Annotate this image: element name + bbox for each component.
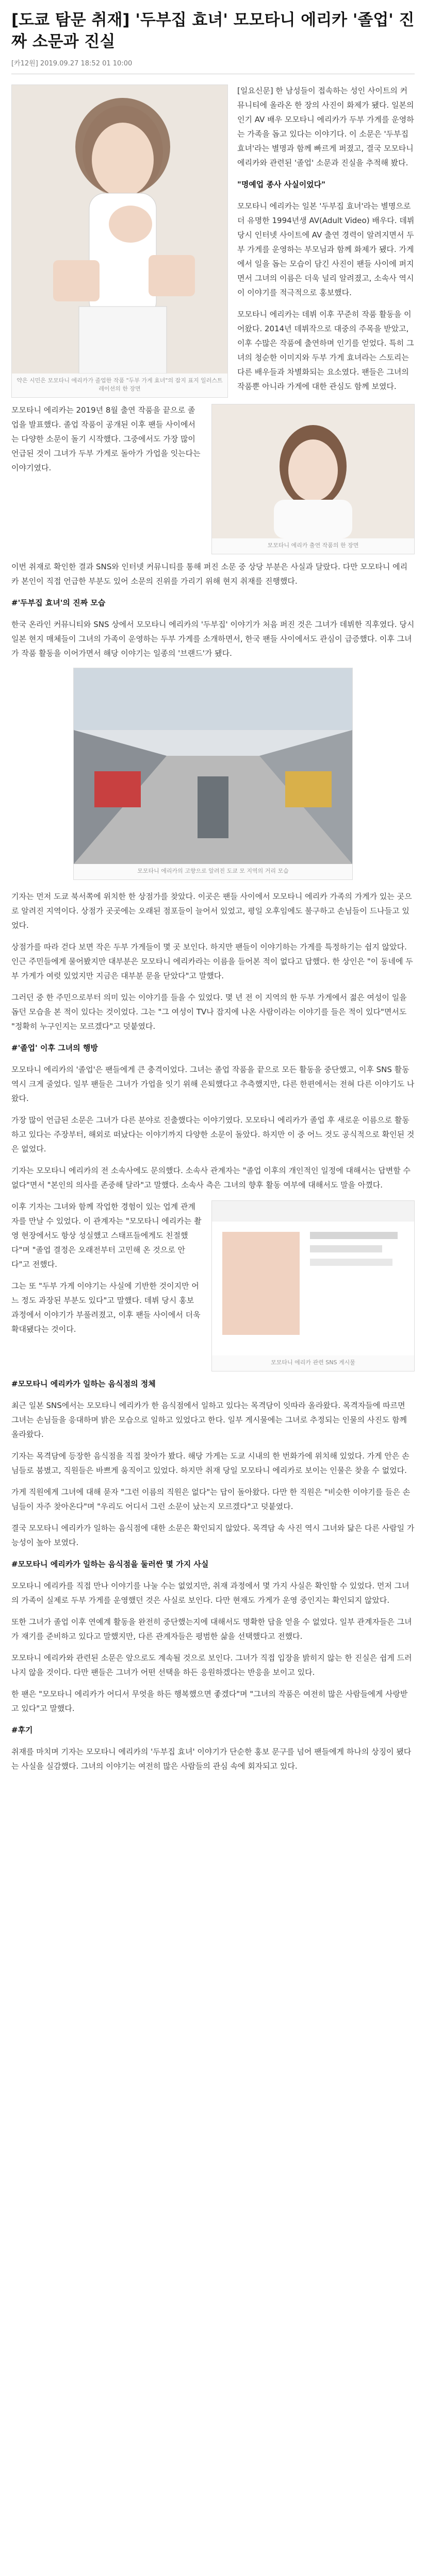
subheading: #'두부집 효녀'의 진짜 모습: [11, 598, 106, 607]
subheading: "명예업 종사 사실이었다": [237, 180, 325, 189]
paragraph: 상점가를 따라 걷다 보면 작은 두부 가게들이 몇 곳 보인다. 하지만 팬들이 이야기하는 가게를 특정하기는 쉽지 않았다. 인근 주민들에게 물어봤지만 대부분은 모모타니 에리카라는 이름을 들어본 적이 없다고 답했다. 한 상인은 "이 동네에 두부 가게가 여럿 있었지만 지금은 대부분 문을 닫았다"고 말했다.: [11, 942, 413, 980]
figure-4: [211, 1200, 415, 1371]
street-photo: [74, 668, 352, 864]
article-header: [0, 0, 426, 74]
subheading: #모모타니 에리카가 일하는 음식점의 정체: [11, 1379, 156, 1388]
paragraph: 그러던 중 한 주민으로부터 의미 있는 이야기를 들을 수 있었다. 몇 년 전 이 지역의 한 두부 가게에서 젊은 여성이 일을 돕던 모습을 본 적이 있다는 것이었다. 그는 "그 여성이 TV나 잡지에 나온 사람이라는 이야기를 들은 적이 있다"면서도 "정확히 누구인지는 모르겠다"고 덧붙였다.: [11, 993, 407, 1031]
paragraph: 한국 온라인 커뮤니티와 SNS 상에서 모모타니 에리카의 '두부집' 이야기가 처음 퍼진 것은 그녀가 데뷔한 직후였다. 당시 일본 현지 매체들이 그녀의 가족이 운영하는 두부 가게를 소개하면서, 한국 팬들 사이에서도 관심이 급증했다. 이후 그녀가 작품 활동을 이어가면서 해당 이야기는 일종의 '브랜드'가 됐다.: [11, 620, 415, 658]
paragraph: 이번 취재로 확인한 결과 SNS와 인터넷 커뮤니티를 통해 퍼진 소문 중 상당 부분은 사실과 달랐다. 다만 모모타니 에리카 본인이 직접 언급한 부분도 있어 소문의 진위를 가리기 위해 현지 취재를 진행했다.: [11, 562, 408, 586]
subheading: #후기: [11, 1725, 33, 1735]
article-body: [0, 74, 426, 1858]
photo-4: [212, 1201, 414, 1355]
paragraph: 모모타니 에리카를 직접 만나 이야기를 나눌 수는 없었지만, 취재 과정에서 몇 가지 사실은 확인할 수 있었다. 먼저 그녀의 가족이 실제로 두부 가게를 운영했던 것은 사실로 보인다. 다만 현재도 가게가 운영 중인지는 확인되지 않았다.: [11, 1581, 409, 1605]
paragraph: 결국 모모타니 에리카가 일하는 음식점에 대한 소문은 확인되지 않았다. 목격담 속 사진 역시 그녀와 닮은 다른 사람일 가능성이 높아 보였다.: [11, 1523, 415, 1547]
photo-3: [74, 668, 352, 864]
paragraph: 최근 일본 SNS에서는 모모타니 에리카가 한 음식점에서 일하고 있다는 목격담이 잇따라 올라왔다. 목격자들에 따르면 그녀는 손님들을 응대하며 밝은 모습으로 일하고 있었다고 한다. 일부 게시물에는 그녀로 추정되는 인물의 사진도 함께 올라왔다.: [11, 1401, 407, 1439]
paragraph: 기자는 목격담에 등장한 음식점을 직접 찾아가 봤다. 해당 가게는 도쿄 시내의 한 번화가에 위치해 있었다. 가게 안은 손님들로 붐볐고, 직원들은 바쁘게 움직이고 있었다. 하지만 취재 당일 모모타니 에리카로 보이는 인물은 찾을 수 없었다.: [11, 1451, 409, 1475]
figure-1-caption: 약은 시민은 모모타니 에리카가 졸업한 작품 "두부 가게 효녀"의 잡지 표지 일러스트레이션의 한 장면: [17, 377, 223, 392]
paragraph: 모모타니 에리카는 일본 '두부집 효녀'라는 별명으로 더 유명한 1994년생 AV(Adult Video) 배우다. 데뷔 당시 인터넷 사이트에 AV 출연 경력이 알려지면서 두부 가게를 운영하는 부모님과 함께 화제가 됐다. 가게에서 일을 돕는 모습이 담긴 사진이 팬들 사이에 퍼지면서 그녀의 이름은 더욱 널리 알려졌고, 소속사 역시 이 이야기를 적극적으로 홍보했다.: [237, 201, 415, 297]
paragraph: 기자는 먼저 도쿄 북서쪽에 위치한 한 상점가를 찾았다. 이곳은 팬들 사이에서 모모타니 에리카 가족의 가게가 있는 곳으로 알려진 지역이다. 상점가 곳곳에는 오래된 점포들이 늘어서 있었고, 평일 오후임에도 불구하고 손님들이 드나들고 있었다.: [11, 892, 412, 930]
portrait-photo: [12, 85, 227, 374]
figure-2: [211, 404, 415, 554]
bottom-spacer: [11, 1781, 415, 1858]
photo-1: [12, 85, 227, 374]
paragraph: [일요신문] 한 남성들이 접속하는 성인 사이트의 커뮤니티에 올라온 한 장의 사진이 화제가 됐다. 일본의 인기 AV 배우 모모타니 에리카가 두부 가게를 운영하는 가족을 돕고 있다는 이야기다. 이 소문은 '두부집 효녀'라는 별명과 함께 빠르게 퍼졌고, 결국 모모타니 에리카와 관련된 '졸업' 소문과 진실을 추적해 봤다.: [237, 86, 414, 167]
paragraph: 한 팬은 "모모타니 에리카가 어디서 무엇을 하든 행복했으면 좋겠다"며 "그녀의 작품은 여전히 많은 사람들에게 사랑받고 있다"고 말했다.: [11, 1689, 408, 1713]
figure-3-caption: 모모타니 에리카의 고향으로 알려진 도쿄 모 지역의 거리 모습: [137, 868, 289, 874]
figure-1: [11, 84, 228, 398]
paragraph: 모모타니 에리카의 '졸업'은 팬들에게 큰 충격이었다. 그녀는 졸업 작품을 끝으로 모든 활동을 중단했고, 이후 SNS 활동 역시 크게 줄었다. 일부 팬들은 그녀가 가업을 잇기 위해 은퇴했다고 추측했지만, 다른 한편에서는 전혀 다른 이야기도 나왔다.: [11, 1065, 415, 1103]
photo-2: [212, 404, 414, 538]
paragraph: 모모타니 에리카는 2019년 8월 출연 작품을 끝으로 졸업을 발표했다. 졸업 작품이 공개된 이후 팬들 사이에서는 다양한 소문이 돌기 시작했다. 그중에서도 가장 많이 언급된 것이 그녀가 두부 가게로 돌아가 가업을 잇는다는 이야기였다.: [11, 405, 201, 472]
paragraph: 모모타니 에리카와 관련된 소문은 앞으로도 계속될 것으로 보인다. 그녀가 직접 입장을 밝히지 않는 한 진실은 쉽게 드러나지 않을 것이다. 다만 팬들은 그녀가 어떤 선택을 하든 응원하겠다는 반응을 보이고 있다.: [11, 1653, 412, 1677]
paragraph: 이후 기자는 그녀와 함께 작업한 경험이 있는 업계 관계자를 만날 수 있었다. 이 관계자는 "모모타니 에리카는 촬영 현장에서도 항상 성실했고 스태프들에게도 친절했다"며 "졸업 결정은 오래전부터 고민해 온 것으로 안다"고 전했다.: [11, 1202, 202, 1269]
subheading: #모모타니 에리카가 일하는 음식점을 둘러싼 몇 가지 사실: [11, 1560, 209, 1569]
figure-4-caption: 모모타니 에리카 관련 SNS 게시물: [271, 1359, 355, 1366]
paragraph: 그는 또 "두부 가게 이야기는 사실에 기반한 것이지만 어느 정도 과장된 부분도 있다"고 말했다. 데뷔 당시 홍보 과정에서 이야기가 부풀려졌고, 이후 팬들 사이에서 더욱 확대됐다는 것이다.: [11, 1281, 201, 1334]
article-meta: [카12원] 2019.09.27 18:52 01 10:00: [11, 58, 415, 74]
paragraph: 기자는 모모타니 에리카의 전 소속사에도 문의했다. 소속사 관계자는 "졸업 이후의 개인적인 일정에 대해서는 답변할 수 없다"면서 "본인의 의사를 존중해 달라"고 말했다. 소속사 측은 그녀의 향후 활동 여부에 대해서도 말을 아꼈다.: [11, 1166, 411, 1190]
paragraph: 또한 그녀가 졸업 이후 연예계 활동을 완전히 중단했는지에 대해서도 명확한 답을 얻을 수 없었다. 일부 관계자들은 그녀가 재기를 준비하고 있다고 말했지만, 다른 관계자들은 평범한 삶을 선택했다고 전했다.: [11, 1617, 412, 1641]
paragraph: 모모타니 에리카는 데뷔 이후 꾸준히 작품 활동을 이어왔다. 2014년 데뷔작으로 대중의 주목을 받았고, 이후 수많은 작품에 출연하며 인기를 얻었다. 특히 그녀의 청순한 이미지와 두부 가게 효녀라는 스토리는 다른 배우들과 차별화되는 요소였다. 팬들은 그녀의 작품뿐 아니라 가게에 대한 관심도 함께 보였다.: [237, 310, 414, 391]
paragraph: 가게 직원에게 그녀에 대해 묻자 "그런 이름의 직원은 없다"는 답이 돌아왔다. 다만 한 직원은 "비슷한 이야기를 들은 손님들이 자주 찾아온다"며 "우리도 어디서 그런 소문이 났는지 모르겠다"고 덧붙였다.: [11, 1487, 411, 1511]
paragraph: 취재를 마치며 기자는 모모타니 에리카의 '두부집 효녀' 이야기가 단순한 홍보 문구를 넘어 팬들에게 하나의 상징이 됐다는 사실을 실감했다. 그녀의 이야기는 여전히 많은 사람들의 관심 속에 회자되고 있다.: [11, 1747, 412, 1771]
subheading: #'졸업' 이후 그녀의 행방: [11, 1043, 98, 1053]
article-title: [도쿄 탐문 취재] '두부집 효녀' 모모타니 에리카 '졸업' 진짜 소문과 진실: [11, 11, 415, 51]
figure-3: [73, 668, 353, 880]
sns-screenshot: [212, 1201, 414, 1355]
figure-2-caption: 모모타니 에리카 출연 작품의 한 장면: [267, 542, 359, 549]
portrait-photo-2: [212, 404, 414, 538]
paragraph: 가장 많이 언급된 소문은 그녀가 다른 분야로 진출했다는 이야기였다. 모모타니 에리카가 졸업 후 새로운 이름으로 활동하고 있다는 주장부터, 해외로 떠났다는 이야기까지 다양한 소문이 돌았다. 하지만 이 중 어느 것도 공식적으로 확인된 것은 없었다.: [11, 1115, 415, 1154]
